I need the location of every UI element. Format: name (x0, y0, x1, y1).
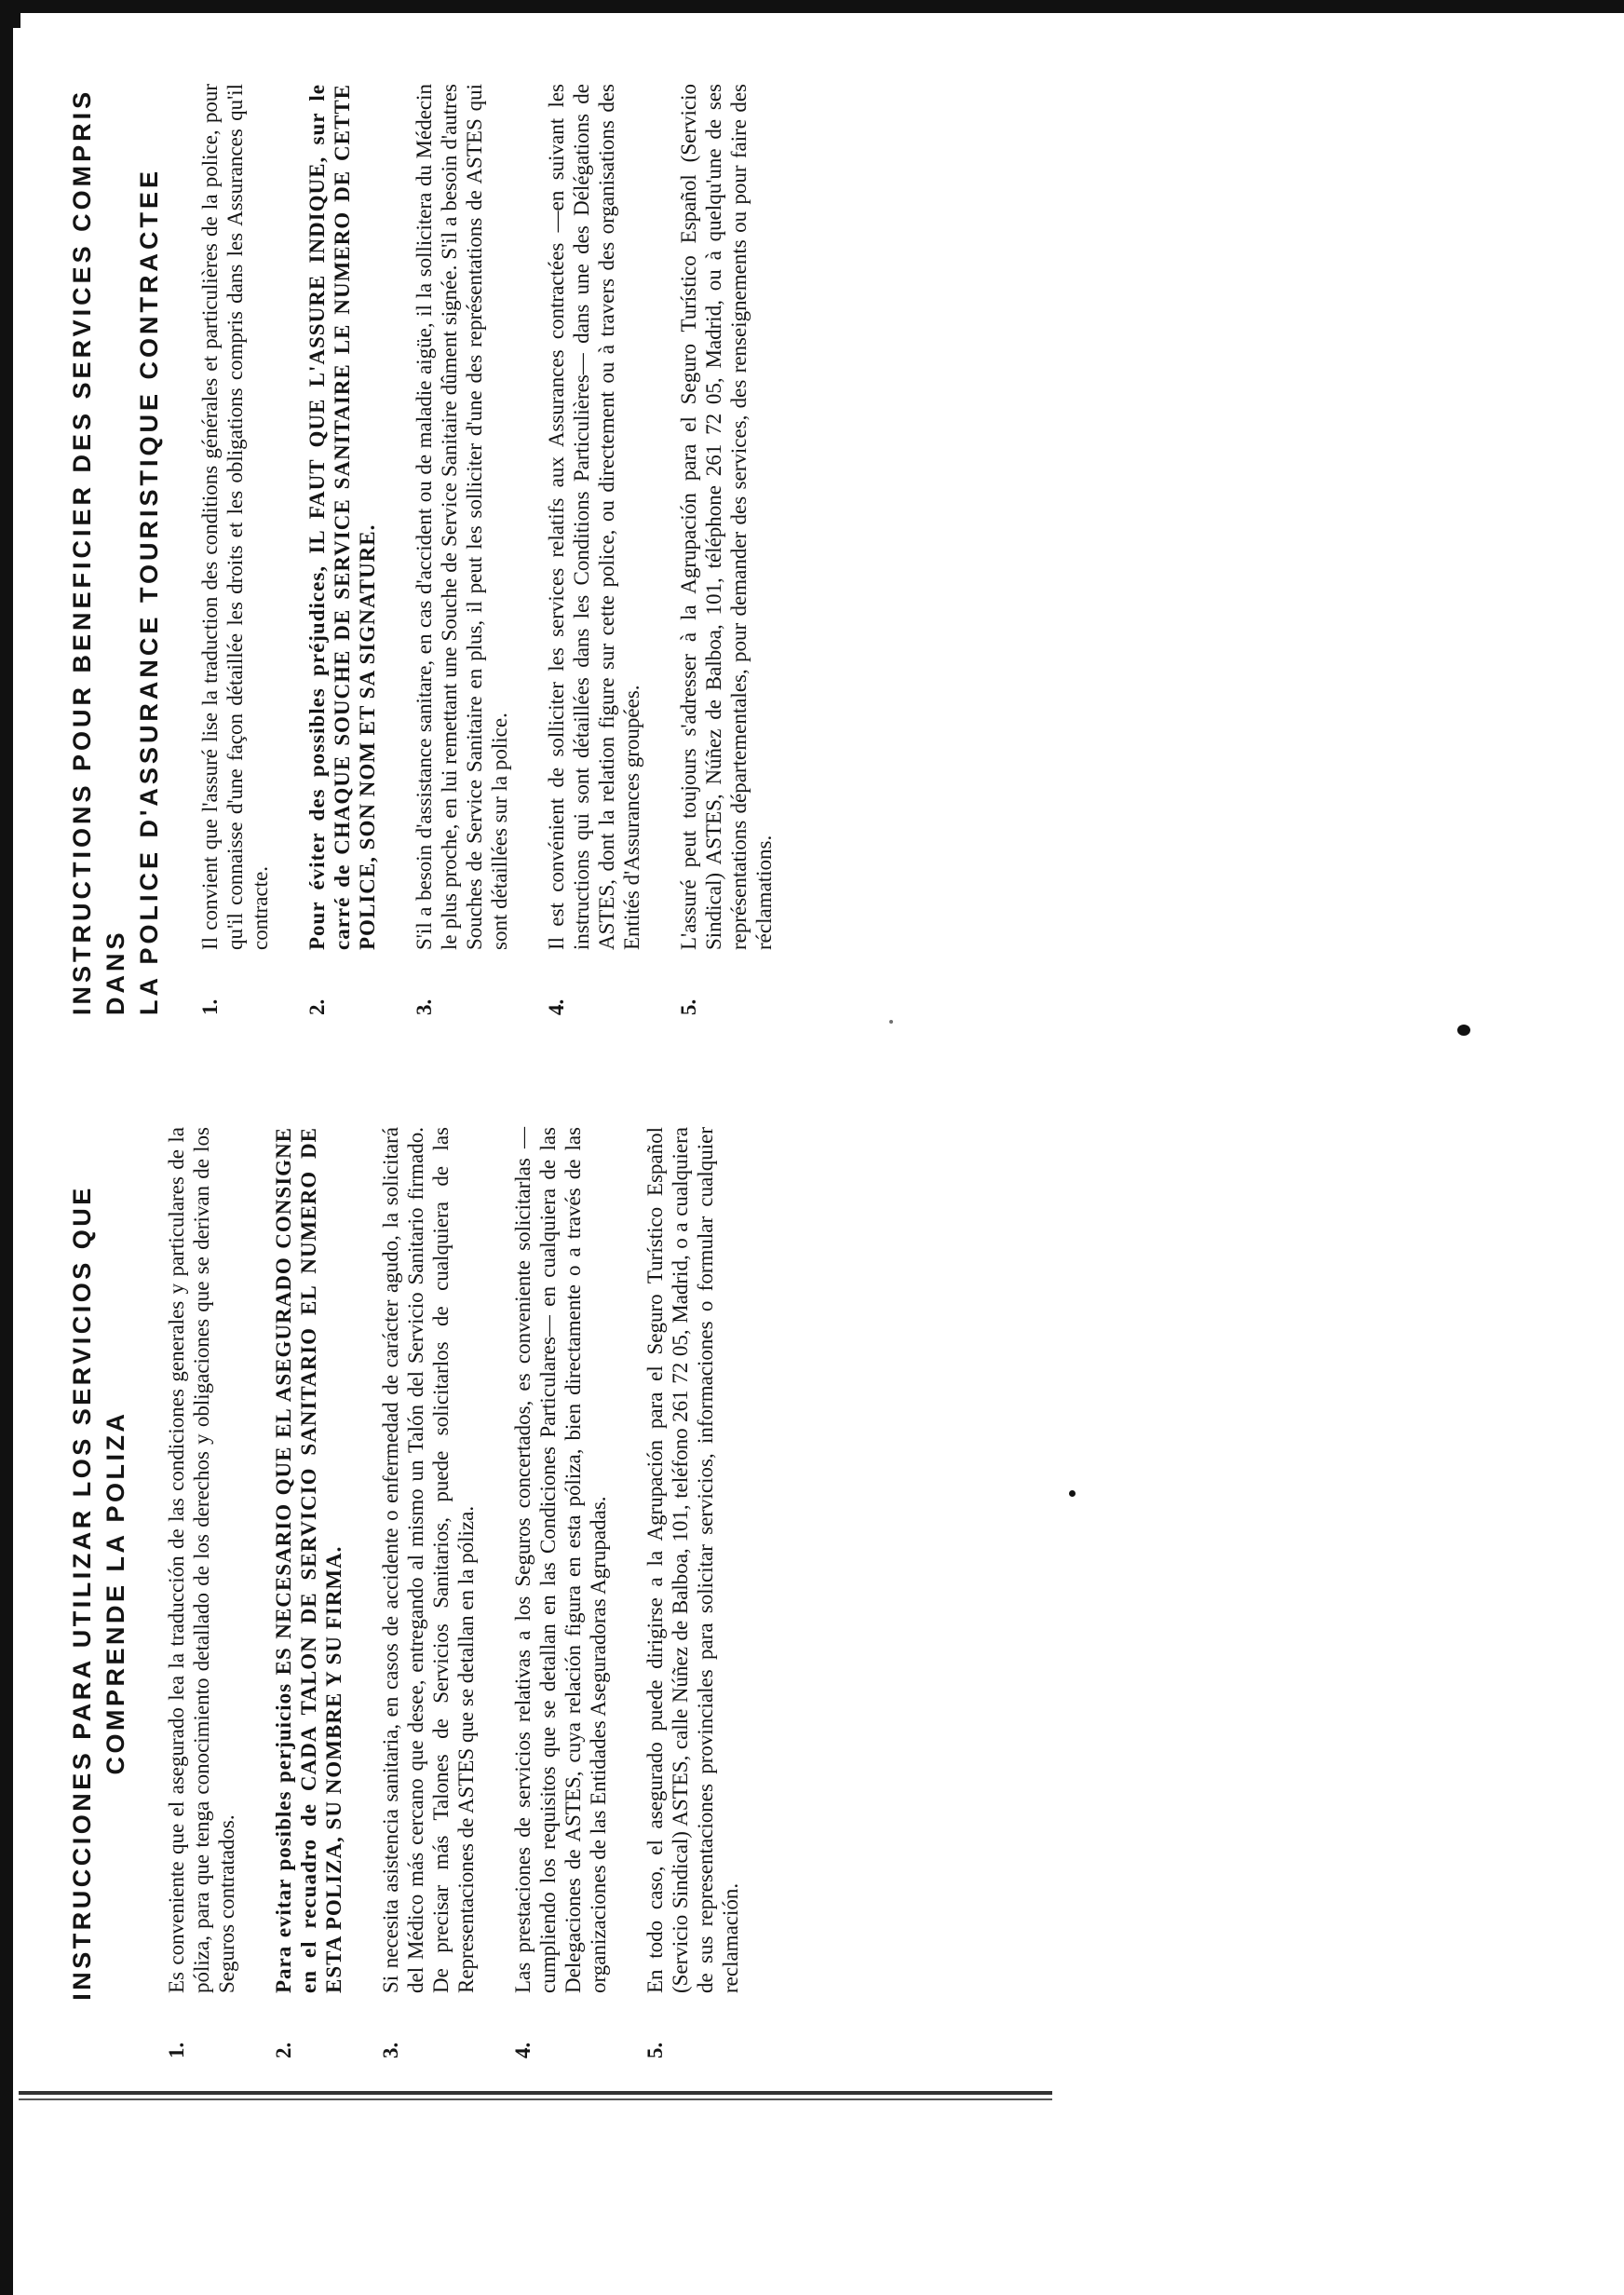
corner-mark (0, 0, 20, 28)
spanish-item-4 (510, 1127, 611, 2058)
item-number: 5. (677, 998, 700, 1015)
bottom-rule-thin (19, 2098, 1052, 2100)
french-title-line-1: INSTRUCTIONS POUR BENEFICIER DES SERVICES COMPRIS DANS (68, 88, 129, 1015)
spanish-item-5 (643, 1127, 743, 2058)
item-number: 3. (413, 998, 436, 1015)
spanish-column (65, 1127, 743, 2058)
french-title-line-2: LA POLICE D'ASSURANCE TOURISTIQUE CONTRACTEE (135, 168, 163, 1015)
item-text: Il est convénient de solliciter les services relatifs aux Assurances contractées —en suivant les instructions qui sont détaillées dans les Conditions Particulières— dans une des Délégations de ASTES, dont la relation figure sur cette police, ou directement ou à travers des organisations des Entités d'Assurances groupées. (545, 84, 643, 950)
french-item-5 (676, 84, 777, 1015)
item-text: S'il a besoin d'assistance sanitare, en cas d'accident ou de maladie aigüe, il la sollicitera du Médecin le plus proche, en lui remettant une Souche de Service Sanitaire dûment signée. S'il a besoin d'autres Souches de Service Sanitaire en plus, il peut les solliciter d'une des représentations de ASTES qui sont détaillées sur la police. (413, 84, 511, 950)
french-item-3 (412, 84, 512, 1015)
item-text: Si necesita asistencia sanitaria, en casos de accidente o enfermedad de carácter agudo, la solicitará del Médico más cercano que desee, entregando al mismo un Talón del Servicio Sanitario firmado. De precisar más Talones de Servicios Sanitarios, puede solicitarlos de cualquiera de las Representaciones de ASTES que se detallan en la póliza. (379, 1127, 478, 1993)
item-text: L'assuré peut toujours s'adresser à la Agrupación para el Seguro Turístico Español (Servicio Sindical) ASTES, Núñez de Balboa, 101, téléphone 261 72 05, Madrid, ou à quelqu'une de ses représentations départementales, pour demander des services, des renseignements ou pour faire des réclamations. (677, 84, 776, 950)
left-border (0, 0, 13, 2295)
item-number: 2. (305, 998, 329, 1015)
item-text: Para evitar posibles perjuicios ES NECESARIO QUE EL ASEGURADO CONSIGNE en el recuadro de CADA TALON DE SERVICIO SANITARIO EL NUMERO DE ESTA POLIZA, SU NOMBRE Y SU FIRMA. (272, 1127, 345, 1993)
ink-speck (1069, 1490, 1076, 1497)
french-column (65, 84, 777, 1015)
item-text: Es conveniente que el asegurado lea la traducción de las condiciones generales y particulares de la póliza, para que tenga conocimiento detallado de los derechos y obligaciones que se derivan de los Seguros contratados. (165, 1127, 238, 1993)
item-text: Il convient que l'assuré lise la traduction des conditions générales et particulières de la police, pour qu'il connaisse d'une façon détaillée les droits et les obligations compris dans les Assurances qu'il contracte. (198, 84, 272, 950)
item-number: 1. (198, 998, 222, 1015)
french-item-1 (197, 84, 273, 1015)
item-number: 2. (272, 2042, 295, 2058)
spanish-item-2 (271, 1127, 346, 2058)
ink-speck (889, 1020, 893, 1024)
item-number: 3. (379, 2042, 402, 2058)
spanish-title: INSTRUCCIONES PARA UTILIZAR LOS SERVICIOS QUE COMPRENDE LA POLIZA (68, 1185, 129, 2001)
ink-speck (1457, 1025, 1470, 1036)
item-text: Las prestaciones de servicios relativas a los Seguros concertados, es conveniente solicitarlas —cumpliendo los requisitos que se detallan en las Condiciones Particulares— en cualquiera de las Delegaciones de ASTES, cuya relación figura en esta póliza, bien directamente o a través de las organizaciones de las Entidades Aseguradoras Agrupadas. (511, 1127, 610, 1993)
item-text: En todo caso, el asegurado puede dirigirse a la Agrupación para el Seguro Turístico Español (Servicio Sindical) ASTES, calle Núñez de Balboa, 101, teléfono 261 72 05, Madrid, o a cualquiera de sus representaciones provinciales para solicitar servicios, informaciones o formular cualquier reclamación. (643, 1127, 742, 1993)
item-number: 4. (511, 2042, 535, 2058)
spanish-item-1 (164, 1127, 239, 2058)
rotated-instruction-sheet (65, 9, 1183, 2058)
french-item-4 (544, 84, 644, 1015)
french-title (65, 84, 166, 1015)
spanish-item-3 (378, 1127, 479, 2058)
item-number: 4. (545, 998, 568, 1015)
bottom-rule (19, 2091, 1052, 2095)
item-number: 5. (643, 2042, 667, 2058)
item-number: 1. (165, 2042, 188, 2058)
item-text: Pour éviter des possibles préjudices, IL FAUT QUE L'ASSURE INDIQUE, sur le carré de CHAQUE SOUCHE DE SERVICE SANITAIRE LE NUMERO DE CETTE POLICE, SON NOM ET SA SIGNATURE. (305, 84, 379, 950)
french-item-2 (304, 84, 380, 1015)
